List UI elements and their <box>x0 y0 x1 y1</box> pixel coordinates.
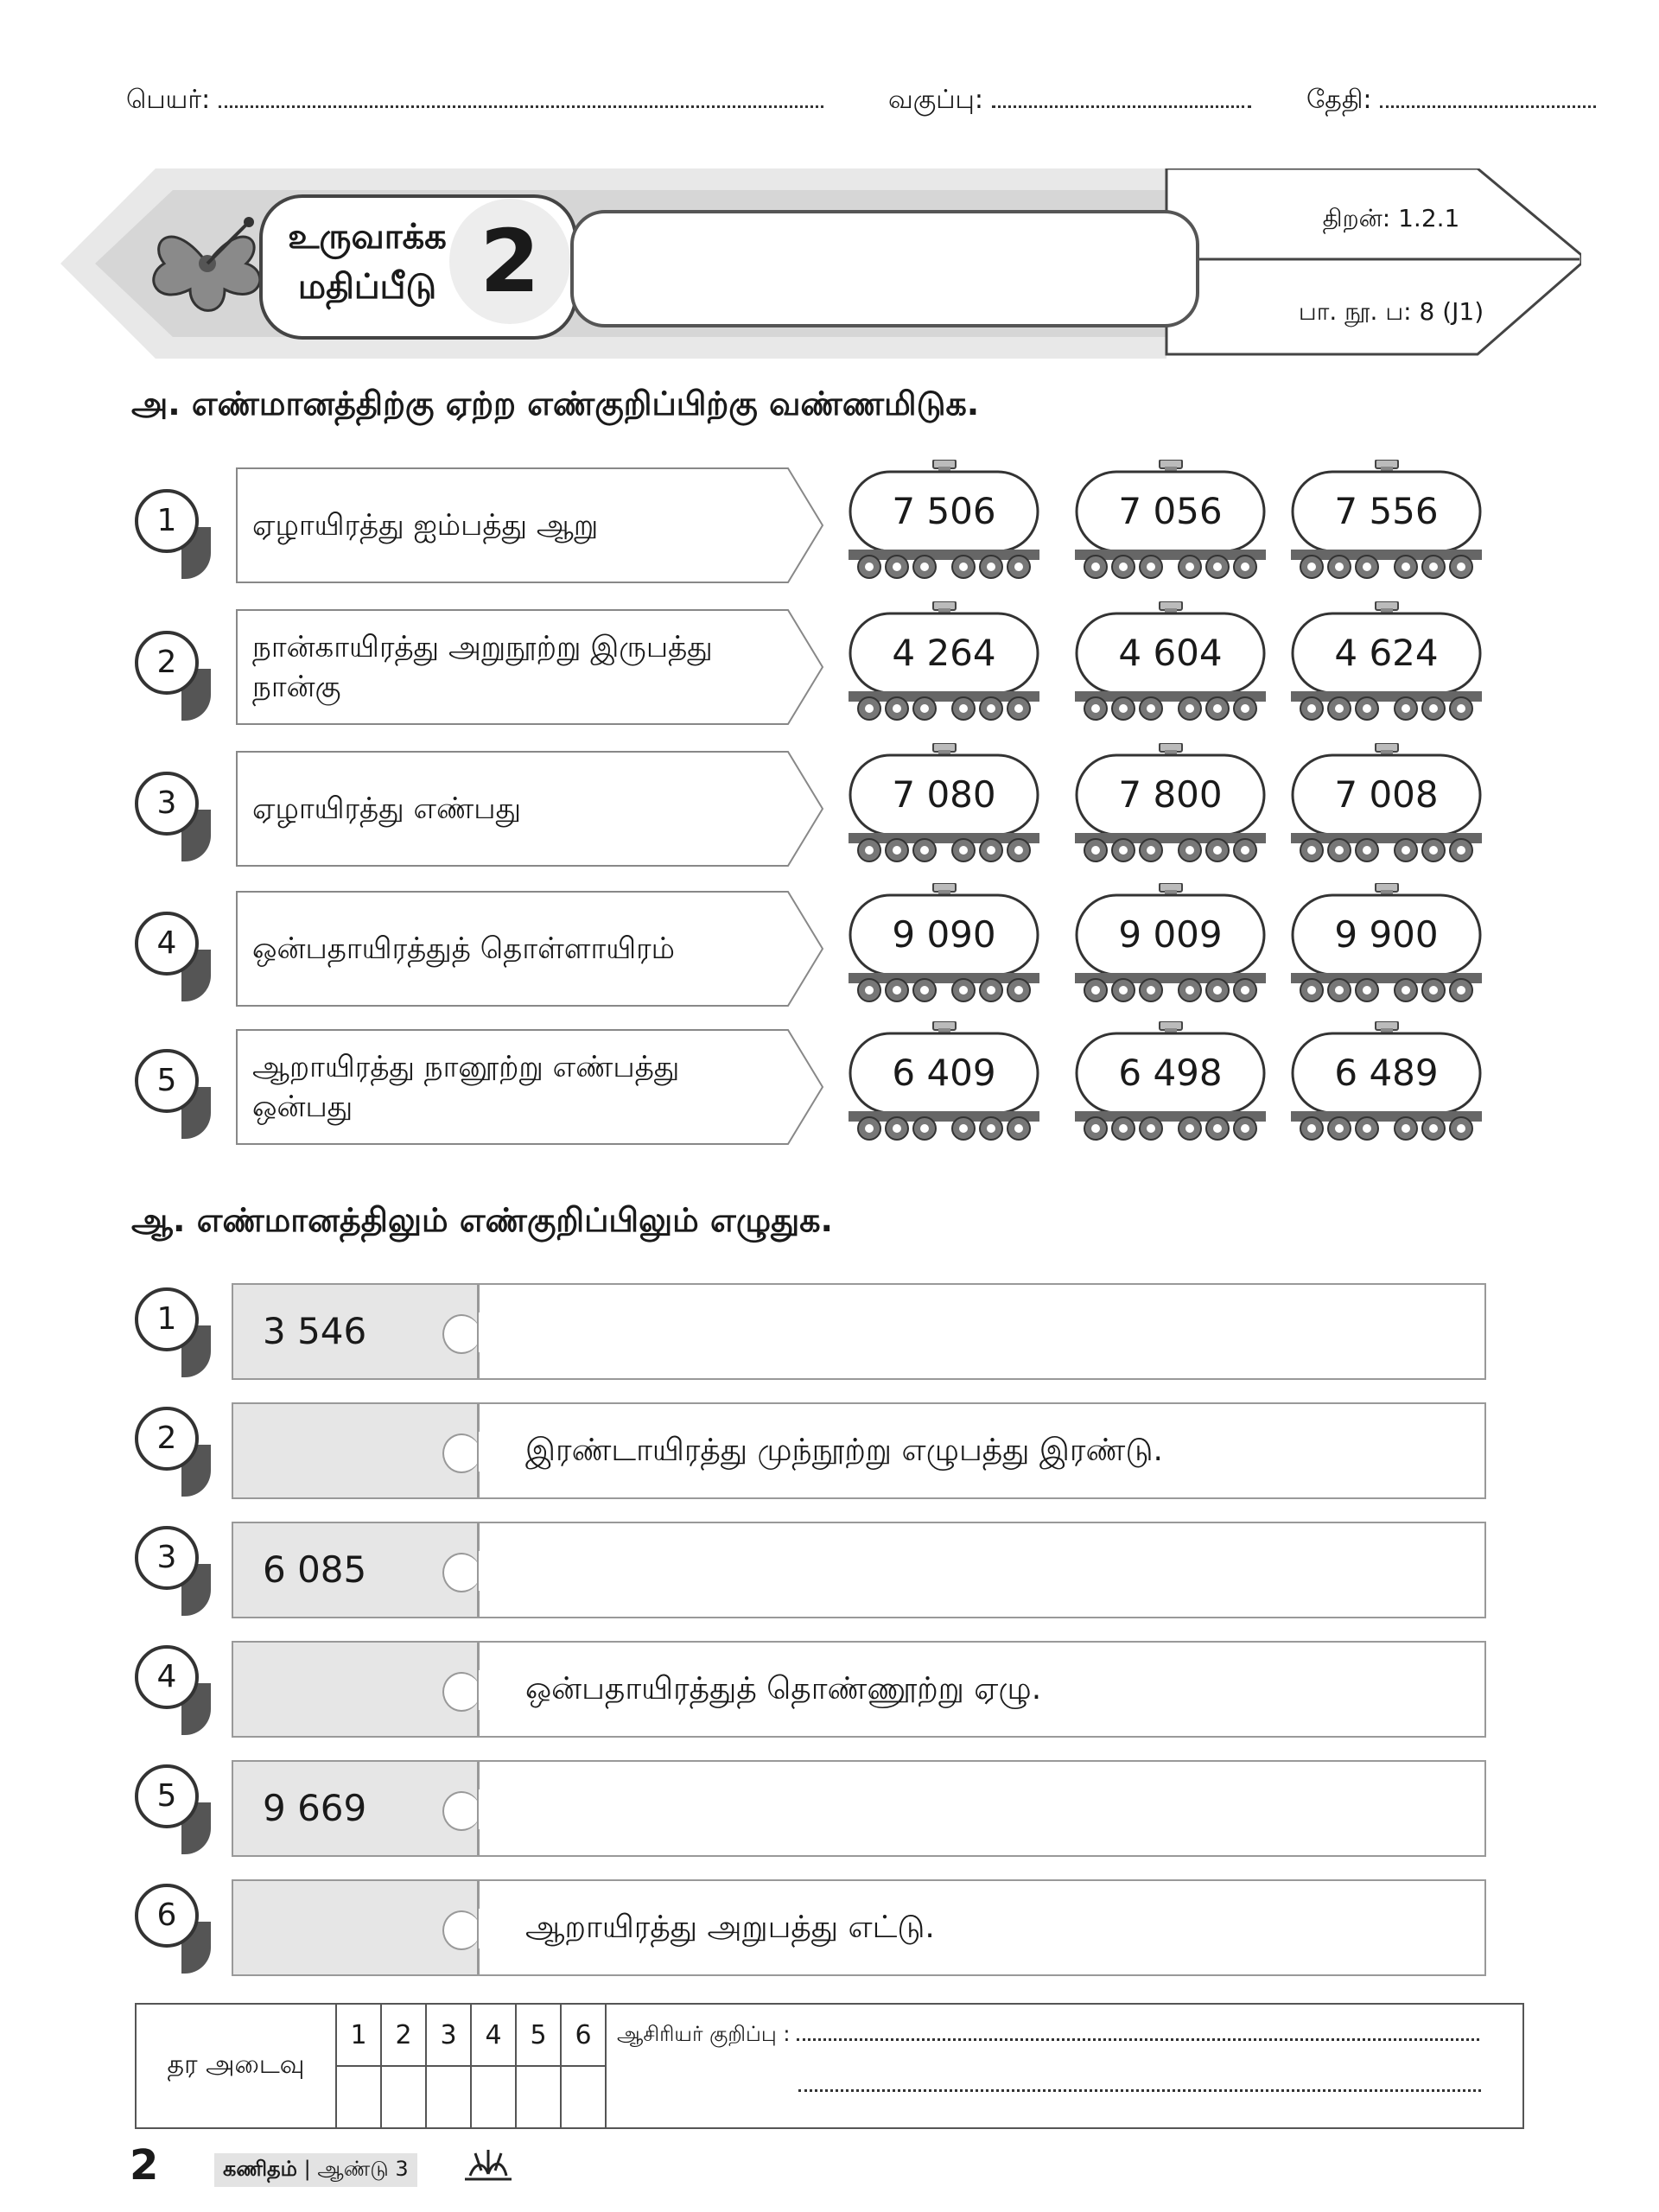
answer-row-2 <box>232 1402 1486 1499</box>
option-value: 9 900 <box>1334 913 1439 956</box>
marker-tail <box>181 669 211 721</box>
publisher-logo-icon <box>458 2145 518 2183</box>
name-blank[interactable] <box>219 86 823 108</box>
row-number-4: 4 <box>135 1645 199 1709</box>
question-number-4: 4 <box>135 912 199 976</box>
level-header: 2 <box>381 2004 426 2066</box>
statement-box-3 <box>235 750 824 868</box>
marker-tail <box>181 950 211 1001</box>
subject-name: கணிதம் <box>223 2157 297 2181</box>
statement-text: ஒன்பதாயிரத்துத் தொள்ளாயிரம் <box>252 931 676 966</box>
note-line[interactable] <box>797 2023 1479 2041</box>
level-header: 5 <box>516 2004 561 2066</box>
page-number: 2 <box>130 2141 159 2190</box>
level-header: 6 <box>561 2004 606 2066</box>
option-value: 9 090 <box>892 913 996 956</box>
train-car-option[interactable] <box>1289 883 1484 1004</box>
train-car-option[interactable] <box>1073 601 1268 722</box>
footer-subject-label <box>214 2153 417 2187</box>
date-blank[interactable] <box>1380 86 1596 108</box>
option-value: 4 624 <box>1334 632 1439 674</box>
question-number-1: 1 <box>135 489 199 553</box>
train-car-option[interactable] <box>847 883 1041 1004</box>
train-car-option[interactable] <box>1073 460 1268 581</box>
question-number-5: 5 <box>135 1049 199 1113</box>
statement-text: ஆறாயிரத்து நானூற்று எண்பத்து ஒன்பது <box>252 1050 680 1124</box>
answer-row-4 <box>232 1641 1486 1738</box>
assessment-title: உருவாக்க மதிப்பீடு <box>288 217 447 307</box>
level-checkbox[interactable] <box>336 2066 381 2128</box>
train-car-option[interactable] <box>1289 460 1484 581</box>
statement-box-5 <box>235 1028 824 1146</box>
train-car-option[interactable] <box>1073 883 1268 1004</box>
option-value: 4 604 <box>1118 632 1223 674</box>
marker-tail <box>181 1325 211 1377</box>
option-value: 7 056 <box>1118 490 1223 532</box>
name-label: பெயர்: <box>126 85 211 115</box>
option-value: 9 009 <box>1118 913 1223 956</box>
marker-tail <box>181 1087 211 1139</box>
numeral-cell[interactable] <box>263 1881 435 1974</box>
section-b-heading: ஆ. எண்மானத்திலும் எண்குறிப்பிலும் எழுதுக. <box>131 1201 833 1239</box>
train-car-option[interactable] <box>1073 1021 1268 1142</box>
train-car-option[interactable] <box>847 1021 1041 1142</box>
year-label: ஆண்டு 3 <box>317 2157 409 2181</box>
answer-row-3 <box>232 1522 1486 1618</box>
section-a-heading: அ. எண்மானத்திற்கு ஏற்ற எண்குறிப்பிற்கு வண்ணமிடுக. <box>131 385 980 423</box>
words-cell[interactable] <box>525 1523 1459 1617</box>
numeral-cell[interactable]: 6 085 <box>263 1548 367 1591</box>
level-header: 4 <box>471 2004 516 2066</box>
train-car-option[interactable] <box>847 601 1041 722</box>
name-field[interactable] <box>126 85 823 118</box>
footer-separator: | <box>303 2157 311 2181</box>
option-value: 7 800 <box>1118 773 1223 816</box>
teacher-note-cell[interactable] <box>606 2004 1523 2128</box>
level-header: 3 <box>426 2004 471 2066</box>
numeral-cell[interactable] <box>263 1404 435 1497</box>
marker-tail <box>181 1922 211 1974</box>
class-label: வகுப்பு: <box>888 85 983 115</box>
level-checkbox[interactable] <box>471 2066 516 2128</box>
row-number-3: 3 <box>135 1526 199 1590</box>
row-number-1: 1 <box>135 1287 199 1351</box>
option-value: 7 556 <box>1334 490 1439 532</box>
class-blank[interactable] <box>992 86 1251 108</box>
words-cell[interactable] <box>525 1285 1459 1378</box>
assessment-label: தர அடைவு <box>136 2004 336 2128</box>
assessment-table <box>135 2003 1524 2129</box>
statement-box-4 <box>235 890 824 1007</box>
option-value: 7 080 <box>892 773 996 816</box>
option-value: 7 008 <box>1334 773 1439 816</box>
question-number-2: 2 <box>135 631 199 695</box>
teacher-note-label: ஆசிரியர் குறிப்பு : <box>617 2022 791 2046</box>
option-value: 4 264 <box>892 632 996 674</box>
option-value: 6 489 <box>1334 1052 1439 1094</box>
row-number-2: 2 <box>135 1407 199 1471</box>
date-label: தேதி: <box>1306 85 1372 115</box>
row-number-6: 6 <box>135 1884 199 1948</box>
level-checkbox[interactable] <box>381 2066 426 2128</box>
statement-text: நான்காயிரத்து அறுநூற்று இருபத்து நான்கு <box>252 630 713 704</box>
class-field[interactable] <box>888 85 1251 118</box>
statement-text: ஏழாயிரத்து எண்பது <box>252 791 522 826</box>
words-cell[interactable]: ஆறாயிரத்து அறுபத்து எட்டு. <box>525 1910 935 1945</box>
statement-box-1 <box>235 467 824 584</box>
train-car-option[interactable] <box>847 460 1041 581</box>
numeral-cell[interactable]: 9 669 <box>263 1787 367 1829</box>
words-cell[interactable] <box>525 1762 1459 1855</box>
question-number-3: 3 <box>135 772 199 836</box>
answer-row-1 <box>232 1283 1486 1380</box>
skill-code: திறன்: 1.2.1 <box>1322 204 1460 232</box>
option-value: 6 498 <box>1118 1052 1223 1094</box>
level-checkbox[interactable] <box>516 2066 561 2128</box>
level-header: 1 <box>336 2004 381 2066</box>
numeral-cell[interactable] <box>263 1643 435 1736</box>
row-number-5: 5 <box>135 1764 199 1828</box>
unit-number: 2 <box>449 199 570 324</box>
statement-box-2 <box>235 608 824 726</box>
level-checkbox[interactable] <box>426 2066 471 2128</box>
marker-tail <box>181 527 211 579</box>
note-line[interactable] <box>798 2074 1481 2092</box>
numeral-cell[interactable]: 3 546 <box>263 1310 367 1352</box>
option-value: 7 506 <box>892 490 996 532</box>
date-field[interactable] <box>1306 85 1596 118</box>
train-car-option[interactable] <box>1289 743 1484 864</box>
hibiscus-flower-icon <box>138 207 276 320</box>
marker-tail <box>181 1445 211 1497</box>
level-checkbox[interactable] <box>561 2066 606 2128</box>
words-cell[interactable]: இரண்டாயிரத்து முந்நூற்று எழுபத்து இரண்டு. <box>525 1433 1163 1468</box>
topic-box <box>570 210 1199 327</box>
answer-row-5 <box>232 1760 1486 1857</box>
marker-tail <box>181 1683 211 1735</box>
train-car-option[interactable] <box>1289 1021 1484 1142</box>
option-value: 6 409 <box>892 1052 996 1094</box>
marker-tail <box>181 1564 211 1616</box>
train-car-option[interactable] <box>1073 743 1268 864</box>
train-car-option[interactable] <box>847 743 1041 864</box>
textbook-reference: பா. நூ. ப: 8 (J1) <box>1298 297 1484 326</box>
words-cell[interactable]: ஒன்பதாயிரத்துத் தொண்ணூற்று ஏழு. <box>525 1671 1042 1707</box>
marker-tail <box>181 810 211 861</box>
marker-tail <box>181 1802 211 1854</box>
statement-text: ஏழாயிரத்து ஐம்பத்து ஆறு <box>252 508 599 543</box>
answer-row-6 <box>232 1879 1486 1976</box>
train-car-option[interactable] <box>1289 601 1484 722</box>
